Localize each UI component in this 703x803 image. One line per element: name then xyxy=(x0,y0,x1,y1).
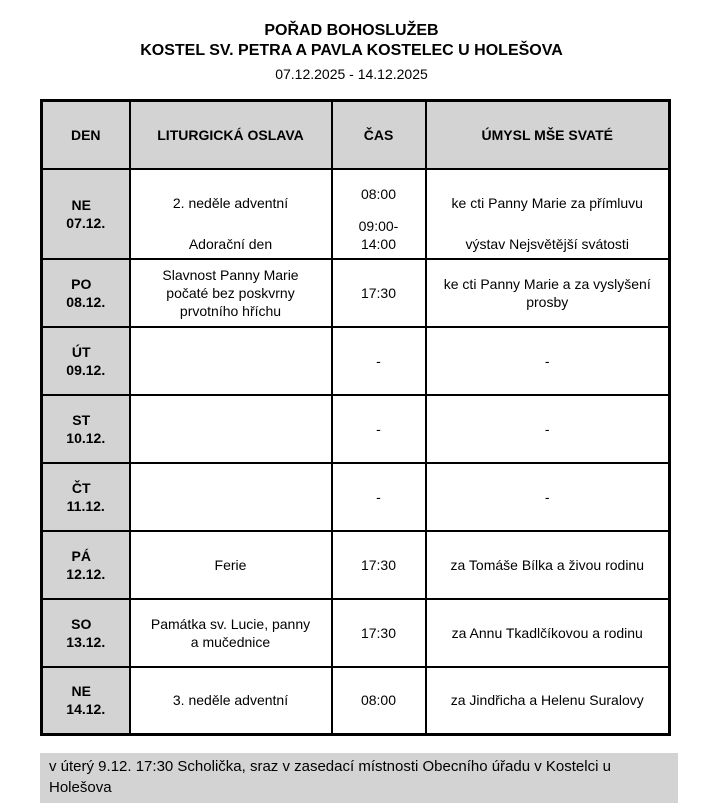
table-row xyxy=(42,169,670,259)
cell-line-top: 2. neděle adventní xyxy=(172,195,289,211)
cell-line-bottom: výstav Nejsvětější svátosti xyxy=(465,235,629,252)
time-cell: 17:30 xyxy=(332,259,426,327)
day-abbreviation: ČT xyxy=(71,479,91,496)
cell-line-bottom: Adorační den xyxy=(188,235,273,252)
split-cell-wrap xyxy=(343,172,415,256)
date-range: 07.12.2025 - 14.12.2025 xyxy=(275,66,428,82)
day-abbreviation: ÚT xyxy=(71,343,91,360)
celebration-cell xyxy=(130,327,332,395)
day-cell xyxy=(42,667,130,735)
day-cell xyxy=(42,395,130,463)
church-name: KOSTEL SV. PETRA A PAVLA KOSTELEC U HOLEŠOVA xyxy=(140,42,563,59)
intention-cell: za Jindřicha a Helenu Suralovy xyxy=(426,667,670,735)
schedule-table xyxy=(40,99,671,736)
day-date: 07.12. xyxy=(66,214,106,231)
footer-note: v úterý 9.12. 17:30 Scholička, sraz v zasedací místnosti Obecního úřadu v Kostelci u Holešova xyxy=(40,753,678,803)
day-date: 13.12. xyxy=(66,633,106,650)
intention-cell: - xyxy=(426,395,670,463)
intention-cell: ke cti Panny Marie a za vyslyšení prosby xyxy=(426,259,670,327)
split-cell-wrap xyxy=(437,172,659,256)
page-title: POŘAD BOHOSLUŽEB xyxy=(264,22,439,39)
table-row xyxy=(42,667,670,735)
table-row xyxy=(42,327,670,395)
day-date: 09.12. xyxy=(66,361,106,378)
celebration-cell xyxy=(130,395,332,463)
table-row xyxy=(42,531,670,599)
day-abbreviation: PO xyxy=(71,275,92,292)
intention-cell: za Annu Tkadlčíkovou a rodinu xyxy=(426,599,670,667)
day-abbreviation: ST xyxy=(72,411,91,428)
day-date: 11.12. xyxy=(66,497,105,514)
celebration-cell xyxy=(130,169,332,259)
day-cell xyxy=(42,463,130,531)
day-abbreviation: NE xyxy=(71,683,91,700)
table-row xyxy=(42,599,670,667)
celebration-cell xyxy=(130,463,332,531)
column-header-celebration: LITURGICKÁ OSLAVA xyxy=(130,101,332,169)
celebration-cell: 3. neděle adventní xyxy=(130,667,332,735)
day-date: 10.12. xyxy=(66,429,106,446)
day-cell xyxy=(42,599,130,667)
day-cell xyxy=(42,169,130,259)
document-heading xyxy=(0,0,703,84)
cell-line-bottom: 09:00-14:00 xyxy=(358,217,399,252)
day-cell xyxy=(42,259,130,327)
cell-line-top: 08:00 xyxy=(360,186,397,202)
time-cell: 17:30 xyxy=(332,531,426,599)
split-cell-wrap xyxy=(141,172,321,256)
celebration-cell: Slavnost Panny Marie počaté bez poskvrny prvotního hříchu xyxy=(130,259,332,327)
schedule-body xyxy=(42,169,670,735)
day-date: 12.12. xyxy=(66,565,106,582)
time-cell: - xyxy=(332,395,426,463)
celebration-cell: Památka sv. Lucie, panny a mučednice xyxy=(130,599,332,667)
day-abbreviation: PÁ xyxy=(71,547,91,564)
table-header-row xyxy=(42,101,670,169)
time-cell: 17:30 xyxy=(332,599,426,667)
time-cell: 08:00 xyxy=(332,667,426,735)
day-cell xyxy=(42,327,130,395)
intention-cell: - xyxy=(426,327,670,395)
table-row xyxy=(42,463,670,531)
time-cell xyxy=(332,169,426,259)
day-cell xyxy=(42,531,130,599)
column-header-day: DEN xyxy=(42,101,130,169)
time-cell: - xyxy=(332,463,426,531)
column-header-intention: ÚMYSL MŠE SVATÉ xyxy=(426,101,670,169)
intention-cell: za Tomáše Bílka a živou rodinu xyxy=(426,531,670,599)
column-header-time: ČAS xyxy=(332,101,426,169)
day-abbreviation: SO xyxy=(71,615,92,632)
time-cell: - xyxy=(332,327,426,395)
celebration-cell: Ferie xyxy=(130,531,332,599)
intention-cell: - xyxy=(426,463,670,531)
day-abbreviation: NE xyxy=(71,196,91,213)
table-row xyxy=(42,259,670,327)
intention-cell xyxy=(426,169,670,259)
cell-line-top: ke cti Panny Marie za přímluvu xyxy=(451,195,643,211)
table-row xyxy=(42,395,670,463)
day-date: 08.12. xyxy=(66,293,106,310)
day-date: 14.12. xyxy=(66,701,106,718)
